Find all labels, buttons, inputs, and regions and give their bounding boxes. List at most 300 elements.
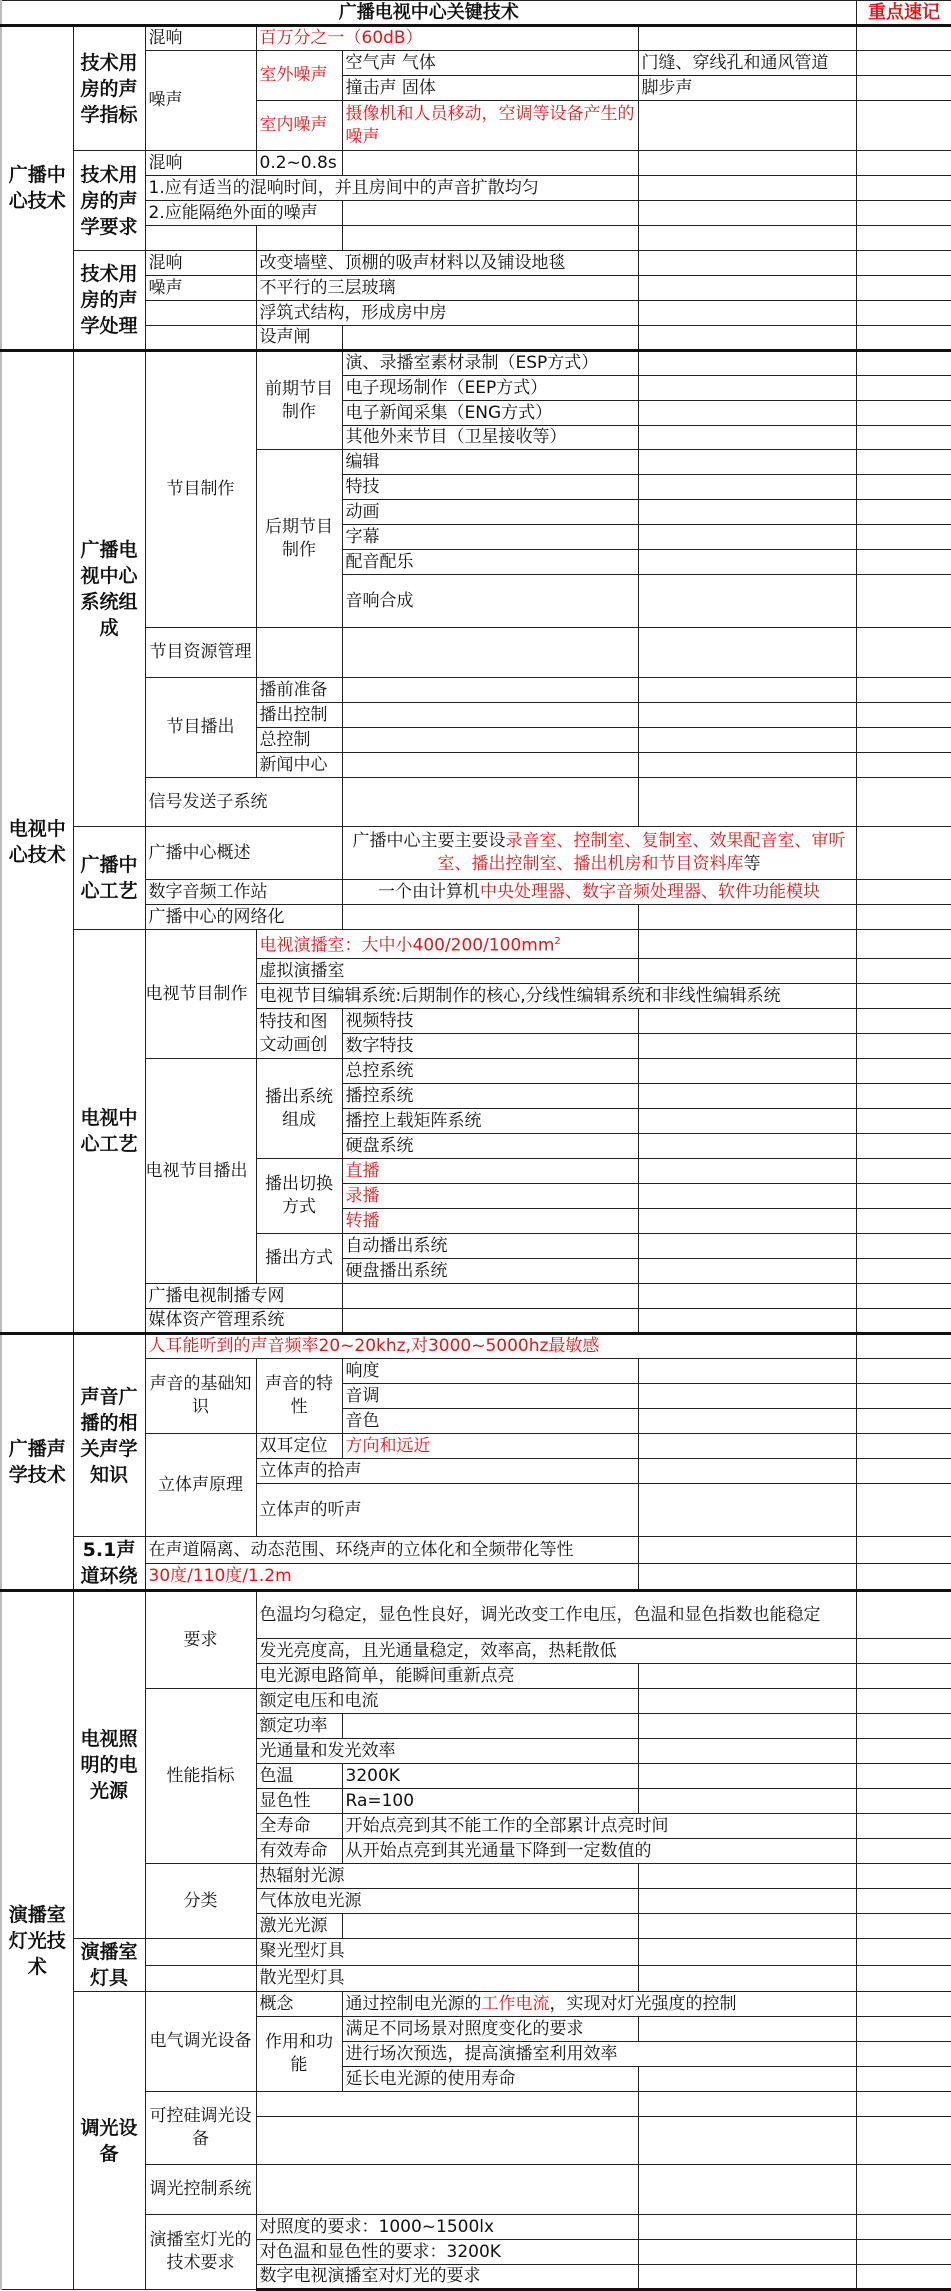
note-cell bbox=[856, 500, 951, 525]
list-item: 直播 bbox=[342, 1159, 638, 1184]
group-title: 5.1声道环绕 bbox=[73, 1537, 145, 1591]
list-item: 自动播出系统 bbox=[342, 1234, 638, 1259]
note-cell bbox=[856, 1009, 951, 1034]
empty-cell bbox=[342, 678, 638, 703]
empty-cell bbox=[638, 703, 856, 728]
note-cell bbox=[856, 1434, 951, 1459]
note-cell bbox=[856, 2067, 951, 2092]
note-cell bbox=[856, 1359, 951, 1384]
list-item: 立体声的听声 bbox=[256, 1484, 638, 1537]
cell-value bbox=[342, 827, 856, 880]
highlight-text: 中央处理器、数字音频处理器、软件功能模块 bbox=[480, 881, 820, 902]
table-row bbox=[1, 1591, 951, 1639]
empty-cell bbox=[638, 1434, 856, 1459]
cell-label: 声音的特性 bbox=[256, 1359, 342, 1434]
empty-cell bbox=[342, 1309, 638, 1334]
note-cell bbox=[856, 550, 951, 575]
list-item: 激光光源 bbox=[256, 1914, 342, 1939]
empty-cell bbox=[638, 1009, 856, 1034]
note-cell bbox=[856, 1689, 951, 1714]
list-item: 气体放电光源 bbox=[256, 1889, 638, 1914]
section-title: 广播中心技术 bbox=[1, 26, 73, 351]
group-title: 技术用房的声学要求 bbox=[73, 151, 145, 251]
note-cell bbox=[856, 2215, 951, 2240]
note-cell bbox=[856, 426, 951, 450]
empty-cell bbox=[256, 628, 342, 678]
empty-cell bbox=[638, 1664, 856, 1689]
cell-label: 特技和图文动画创 bbox=[256, 1009, 342, 1059]
empty-cell bbox=[638, 301, 856, 326]
table-row bbox=[1, 1939, 951, 1966]
cell-label: 混响 bbox=[145, 251, 256, 276]
note-cell bbox=[856, 1889, 951, 1914]
note-cell bbox=[856, 450, 951, 475]
cell-label: 播出系统组成 bbox=[256, 1059, 342, 1159]
cell-label: 信号发送子系统 bbox=[145, 778, 342, 827]
cell-value: 脚步声 bbox=[638, 76, 856, 101]
empty-cell bbox=[342, 1284, 638, 1309]
empty-cell bbox=[638, 2067, 856, 2092]
note-cell bbox=[856, 1284, 951, 1309]
empty-cell bbox=[342, 201, 638, 226]
list-item: 散光型灯具 bbox=[256, 1965, 638, 1992]
note-cell bbox=[856, 1109, 951, 1134]
empty-cell bbox=[638, 1714, 856, 1739]
note-cell bbox=[856, 628, 951, 678]
cell-value: 摄像机和人员移动，空调等设备产生的噪声 bbox=[342, 101, 638, 151]
note-cell bbox=[856, 1639, 951, 1664]
empty-cell bbox=[342, 728, 638, 753]
group-title: 电视中心工艺 bbox=[73, 930, 145, 1334]
note-cell bbox=[856, 1209, 951, 1234]
note-cell bbox=[856, 575, 951, 628]
list-item: 字幕 bbox=[342, 525, 638, 550]
note-cell bbox=[856, 728, 951, 753]
empty-cell bbox=[638, 1939, 856, 1966]
note-cell bbox=[856, 26, 951, 51]
empty-cell bbox=[638, 678, 856, 703]
note-cell bbox=[856, 376, 951, 401]
note-cell bbox=[856, 778, 951, 827]
note-cell bbox=[856, 1764, 951, 1789]
cell-label: 全寿命 bbox=[256, 1814, 342, 1839]
cell-value: 门缝、穿线孔和通风管道 bbox=[638, 51, 856, 76]
cell-label: 后期节目制作 bbox=[256, 450, 342, 628]
empty-cell bbox=[342, 326, 638, 351]
list-item: 对色温和显色性的要求：3200K bbox=[256, 2240, 638, 2265]
empty-cell bbox=[342, 628, 638, 678]
empty-cell bbox=[638, 351, 856, 376]
note-cell bbox=[856, 1564, 951, 1591]
note-cell bbox=[856, 1914, 951, 1939]
note-cell bbox=[856, 226, 951, 251]
empty-cell bbox=[638, 959, 856, 984]
note-cell bbox=[856, 2017, 951, 2042]
note-cell bbox=[856, 1334, 951, 1359]
note-cell bbox=[856, 2092, 951, 2117]
table-row bbox=[1, 1992, 951, 2017]
text: ，实现对灯光强度的控制 bbox=[549, 1993, 737, 2014]
empty-cell bbox=[638, 1109, 856, 1134]
note-cell bbox=[856, 880, 951, 905]
empty-cell bbox=[638, 326, 856, 351]
list-item: 总控系统 bbox=[342, 1059, 638, 1084]
empty-cell bbox=[638, 1309, 856, 1334]
cell-label: 要求 bbox=[145, 1591, 256, 1689]
empty-cell bbox=[638, 2165, 856, 2215]
list-item: 电光源电路简单，能瞬间重新点亮 bbox=[256, 1664, 638, 1689]
cell-value: 方向和远近 bbox=[342, 1434, 638, 1459]
empty-cell bbox=[342, 703, 638, 728]
cell-value: 空气声 气体 bbox=[342, 51, 638, 76]
cell-label: 广播中心的网络化 bbox=[145, 905, 342, 930]
empty-cell bbox=[256, 2117, 638, 2165]
empty-cell bbox=[638, 628, 856, 678]
list-item: 视频特技 bbox=[342, 1009, 638, 1034]
note-cell bbox=[856, 1965, 951, 1992]
list-item: 数字电视演播室对灯光的要求 bbox=[256, 2265, 638, 2290]
empty-cell bbox=[342, 1714, 638, 1739]
list-item: 音色 bbox=[342, 1409, 638, 1434]
empty-cell bbox=[638, 930, 856, 959]
empty-cell bbox=[638, 1889, 856, 1914]
table-row bbox=[1, 26, 951, 51]
empty-cell bbox=[638, 1739, 856, 1764]
cell-value: 人耳能听到的声音频率20~20khz,对3000~5000hz最敏感 bbox=[145, 1334, 856, 1359]
cell-value: 开始点亮到其不能工作的全部累计点亮时间 bbox=[342, 1814, 856, 1839]
cell-value: 3200K bbox=[342, 1764, 638, 1789]
list-item: 其他外来节目（卫星接收等） bbox=[342, 426, 638, 450]
empty-cell bbox=[638, 1034, 856, 1059]
empty-cell bbox=[638, 1209, 856, 1234]
empty-cell bbox=[145, 326, 256, 351]
cell-label: 作用和功能 bbox=[256, 2017, 342, 2092]
note-cell bbox=[856, 678, 951, 703]
empty-cell bbox=[145, 226, 256, 251]
note-cell bbox=[856, 51, 951, 76]
cell-value: 1.应有适当的混响时间，并且房间中的声音扩散均匀 bbox=[145, 176, 638, 201]
cell-value bbox=[256, 930, 638, 959]
empty-cell bbox=[638, 1914, 856, 1939]
note-cell bbox=[856, 76, 951, 101]
note-cell bbox=[856, 201, 951, 226]
list-item: 对照度的要求：1000~1500lx bbox=[256, 2215, 638, 2240]
empty-cell bbox=[638, 401, 856, 426]
empty-cell bbox=[638, 500, 856, 525]
note-cell bbox=[856, 1591, 951, 1639]
empty-cell bbox=[638, 1764, 856, 1789]
note-cell bbox=[856, 2240, 951, 2265]
list-item: 新闻中心 bbox=[256, 753, 342, 778]
empty-cell bbox=[638, 276, 856, 301]
note-cell bbox=[856, 351, 951, 376]
note-cell bbox=[856, 930, 951, 959]
list-item: 录播 bbox=[342, 1184, 638, 1209]
cell-value: 百万分之一（60dB） bbox=[256, 26, 638, 51]
table-row bbox=[1, 827, 951, 880]
note-cell bbox=[856, 276, 951, 301]
list-item: 编辑 bbox=[342, 450, 638, 475]
header-row bbox=[1, 1, 951, 26]
list-item: 立体声的拾声 bbox=[256, 1459, 638, 1484]
table-row bbox=[1, 351, 951, 376]
list-item: 满足不同场景对照度变化的要求 bbox=[342, 2017, 638, 2042]
empty-cell bbox=[638, 1689, 856, 1714]
note-cell bbox=[856, 2165, 951, 2215]
empty-cell bbox=[638, 905, 856, 930]
empty-cell bbox=[638, 151, 856, 176]
cell-label: 立体声原理 bbox=[145, 1434, 256, 1537]
empty-cell bbox=[342, 151, 638, 176]
cell-value: 设声闸 bbox=[256, 326, 342, 351]
note-cell bbox=[856, 2117, 951, 2165]
empty-cell bbox=[638, 778, 856, 827]
group-title: 技术用房的声学处理 bbox=[73, 251, 145, 351]
note-cell bbox=[856, 1134, 951, 1159]
cell-label: 性能指标 bbox=[145, 1689, 256, 1864]
list-item: 虚拟演播室 bbox=[256, 959, 638, 984]
list-item: 额定功率 bbox=[256, 1714, 342, 1739]
empty-cell bbox=[638, 2117, 856, 2165]
empty-cell bbox=[638, 26, 856, 51]
cell-label: 电气调光设备 bbox=[145, 1992, 256, 2092]
note-cell bbox=[856, 1084, 951, 1109]
table-row bbox=[1, 1334, 951, 1359]
empty-cell bbox=[638, 1234, 856, 1259]
cell-value bbox=[342, 1992, 856, 2017]
note-cell bbox=[856, 959, 951, 984]
empty-cell bbox=[638, 101, 856, 151]
note-cell bbox=[856, 827, 951, 880]
list-item: 总控制 bbox=[256, 728, 342, 753]
cell-label: 分类 bbox=[145, 1864, 256, 1939]
group-title: 演播室灯具 bbox=[73, 1939, 145, 1992]
empty-cell bbox=[638, 575, 856, 628]
cell-label: 可控硅调光设备 bbox=[145, 2092, 256, 2165]
list-item: 音调 bbox=[342, 1384, 638, 1409]
note-cell bbox=[856, 301, 951, 326]
note-cell bbox=[856, 1864, 951, 1889]
cell-value: 在声道隔离、动态范围、环绕声的立体化和全频带化等性 bbox=[145, 1537, 638, 1564]
empty-cell bbox=[638, 1789, 856, 1814]
empty-cell bbox=[638, 251, 856, 276]
empty-cell bbox=[638, 1259, 856, 1284]
note-cell bbox=[856, 1939, 951, 1966]
list-item: 电子新闻采集（ENG方式） bbox=[342, 401, 638, 426]
note-cell bbox=[856, 1184, 951, 1209]
text: 广播中心主要主要设 bbox=[352, 831, 506, 851]
empty-cell bbox=[638, 2215, 856, 2240]
note-cell bbox=[856, 251, 951, 276]
empty-cell bbox=[638, 426, 856, 450]
note-cell bbox=[856, 1309, 951, 1334]
list-item: 延长电光源的使用寿命 bbox=[342, 2067, 638, 2092]
cell-value: 从开始点亮到其光通量下降到一定数值的 bbox=[342, 1839, 856, 1864]
empty-cell bbox=[342, 1914, 638, 1939]
cell-value: Ra=100 bbox=[342, 1789, 638, 1814]
empty-cell bbox=[342, 905, 638, 930]
cell-value: 不平行的三层玻璃 bbox=[256, 276, 638, 301]
empty-cell bbox=[638, 1484, 856, 1537]
cell-label: 媒体资产管理系统 bbox=[145, 1309, 342, 1334]
group-title: 技术用房的声学指标 bbox=[73, 26, 145, 151]
group-title: 广播中心工艺 bbox=[73, 827, 145, 930]
empty-cell bbox=[638, 1284, 856, 1309]
cell-label: 声音的基础知识 bbox=[145, 1359, 256, 1434]
empty-cell bbox=[638, 1965, 856, 1992]
note-cell bbox=[856, 1459, 951, 1484]
note-cell bbox=[856, 101, 951, 151]
list-item: 响度 bbox=[342, 1359, 638, 1384]
empty-cell bbox=[638, 201, 856, 226]
cell-label: 混响 bbox=[145, 151, 256, 176]
note-cell bbox=[856, 1537, 951, 1564]
empty-cell bbox=[638, 1459, 856, 1484]
note-cell bbox=[856, 1034, 951, 1059]
empty-cell bbox=[256, 226, 342, 251]
highlight-text: 工作电流 bbox=[481, 1993, 550, 2014]
note-cell bbox=[856, 525, 951, 550]
list-item: 播前准备 bbox=[256, 678, 342, 703]
cell-label: 播出切换方式 bbox=[256, 1159, 342, 1234]
table-row bbox=[1, 1537, 951, 1564]
note-cell bbox=[856, 151, 951, 176]
empty-cell bbox=[638, 2017, 856, 2042]
list-item: 电子现场制作（EEP方式） bbox=[342, 376, 638, 401]
empty-cell bbox=[638, 1384, 856, 1409]
empty-cell bbox=[256, 2092, 638, 2117]
empty-cell bbox=[638, 525, 856, 550]
note-cell bbox=[856, 2042, 951, 2067]
cell-label: 混响 bbox=[145, 26, 256, 51]
empty-cell bbox=[638, 753, 856, 778]
list-item: 电视节目编辑系统:后期制作的核心,分线性编辑系统和非线性编辑系统 bbox=[256, 984, 856, 1009]
note-cell bbox=[856, 1814, 951, 1839]
empty-cell bbox=[638, 1409, 856, 1434]
text: 电视演播室：大中小400/200/100mm bbox=[259, 935, 555, 956]
group-title: 调光设备 bbox=[73, 1992, 145, 2290]
cell-value: 改变墙壁、顶棚的吸声材料以及铺设地毯 bbox=[256, 251, 638, 276]
section-title: 演播室灯光技术 bbox=[1, 1591, 73, 2290]
cell-value: 0.2~0.8s bbox=[256, 151, 342, 176]
list-item: 色温均匀稳定，显色性良好，调光改变工作电压，色温和显色指数也能稳定 bbox=[256, 1591, 856, 1639]
note-cell bbox=[856, 1384, 951, 1409]
empty-cell bbox=[638, 475, 856, 500]
note-cell bbox=[856, 1839, 951, 1864]
text: 一个由计算机 bbox=[378, 881, 480, 902]
cell-label: 噪声 bbox=[145, 51, 256, 151]
cell-label: 节目制作 bbox=[145, 351, 256, 628]
empty-cell bbox=[638, 1134, 856, 1159]
cell-label: 广播中心概述 bbox=[145, 827, 342, 880]
empty-cell bbox=[638, 2265, 856, 2290]
note-cell bbox=[856, 984, 951, 1009]
cell-label: 显色性 bbox=[256, 1789, 342, 1814]
cell-label: 双耳定位 bbox=[256, 1434, 342, 1459]
note-cell bbox=[856, 1789, 951, 1814]
cell-value: 浮筑式结构，形成房中房 bbox=[256, 301, 638, 326]
empty-cell bbox=[638, 1184, 856, 1209]
list-item: 演、录播室素材录制（ESP方式） bbox=[342, 351, 638, 376]
note-cell bbox=[856, 401, 951, 426]
empty-cell bbox=[145, 301, 256, 326]
superscript: 2 bbox=[554, 936, 561, 948]
note-cell bbox=[856, 475, 951, 500]
note-cell bbox=[856, 1714, 951, 1739]
cell-label: 广播电视制播专网 bbox=[145, 1284, 342, 1309]
empty-cell bbox=[638, 1159, 856, 1184]
list-item: 聚光型灯具 bbox=[256, 1939, 638, 1966]
empty-cell bbox=[638, 1537, 856, 1564]
empty-cell bbox=[638, 1084, 856, 1109]
note-cell bbox=[856, 905, 951, 930]
group-title: 声音广播的相关声学知识 bbox=[73, 1334, 145, 1537]
note-cell bbox=[856, 703, 951, 728]
group-title: 广播电视中心系统组成 bbox=[73, 351, 145, 827]
empty-cell bbox=[638, 2092, 856, 2117]
cell-label: 室内噪声 bbox=[256, 101, 342, 151]
cell-label: 播出方式 bbox=[256, 1234, 342, 1284]
list-item: 进行场次预选，提高演播室利用效率 bbox=[342, 2042, 856, 2067]
note-cell bbox=[856, 2265, 951, 2290]
group-title: 电视照明的电光源 bbox=[73, 1591, 145, 1939]
empty-cell bbox=[638, 376, 856, 401]
section-title: 广播声学技术 bbox=[1, 1334, 73, 1591]
note-cell bbox=[856, 176, 951, 201]
note-cell bbox=[856, 1234, 951, 1259]
note-cell bbox=[856, 1484, 951, 1537]
cell-label: 节目播出 bbox=[145, 678, 256, 778]
list-item: 播控上载矩阵系统 bbox=[342, 1109, 638, 1134]
list-item: 发光亮度高，且光通量稳定，效率高，热耗散低 bbox=[256, 1639, 856, 1664]
table-row bbox=[1, 151, 951, 176]
list-item: 数字特技 bbox=[342, 1034, 638, 1059]
cell-label: 节目资源管理 bbox=[145, 628, 256, 678]
note-cell bbox=[856, 326, 951, 351]
cell-value bbox=[342, 880, 856, 905]
empty-cell bbox=[342, 226, 638, 251]
empty-cell bbox=[638, 1059, 856, 1084]
note-cell bbox=[856, 753, 951, 778]
table-row bbox=[1, 251, 951, 276]
list-item: 光通量和发光效率 bbox=[256, 1739, 638, 1764]
highlight-text: 录音室、控制室、复制室、效果配音室、审听室、播出控制室、播出机房和节目资料库 bbox=[437, 831, 846, 874]
list-item: 硬盘播出系统 bbox=[342, 1259, 638, 1284]
empty-cell bbox=[256, 2165, 638, 2215]
note-cell bbox=[856, 1059, 951, 1084]
empty-cell bbox=[342, 778, 638, 827]
notes-column-header: 重点速记 bbox=[856, 1, 951, 26]
cell-value: 30度/110度/1.2m bbox=[145, 1564, 638, 1591]
empty-cell bbox=[638, 728, 856, 753]
empty-cell bbox=[638, 550, 856, 575]
cell-label: 数字音频工作站 bbox=[145, 880, 342, 905]
cell-value: 2.应能隔绝外面的噪声 bbox=[145, 201, 342, 226]
cell-label: 噪声 bbox=[145, 276, 256, 301]
empty-cell bbox=[638, 1864, 856, 1889]
list-item: 硬盘系统 bbox=[342, 1134, 638, 1159]
cell-label: 演播室灯光的技术要求 bbox=[145, 2215, 256, 2290]
cell-label: 调光控制系统 bbox=[145, 2165, 256, 2215]
cell-value: 撞击声 固体 bbox=[342, 76, 638, 101]
list-item: 音响合成 bbox=[342, 575, 638, 628]
empty-cell bbox=[638, 2240, 856, 2265]
list-item: 播控系统 bbox=[342, 1084, 638, 1109]
list-item: 转播 bbox=[342, 1209, 638, 1234]
list-item: 特技 bbox=[342, 475, 638, 500]
cell-label: 有效寿命 bbox=[256, 1839, 342, 1864]
text: 等 bbox=[743, 854, 761, 874]
